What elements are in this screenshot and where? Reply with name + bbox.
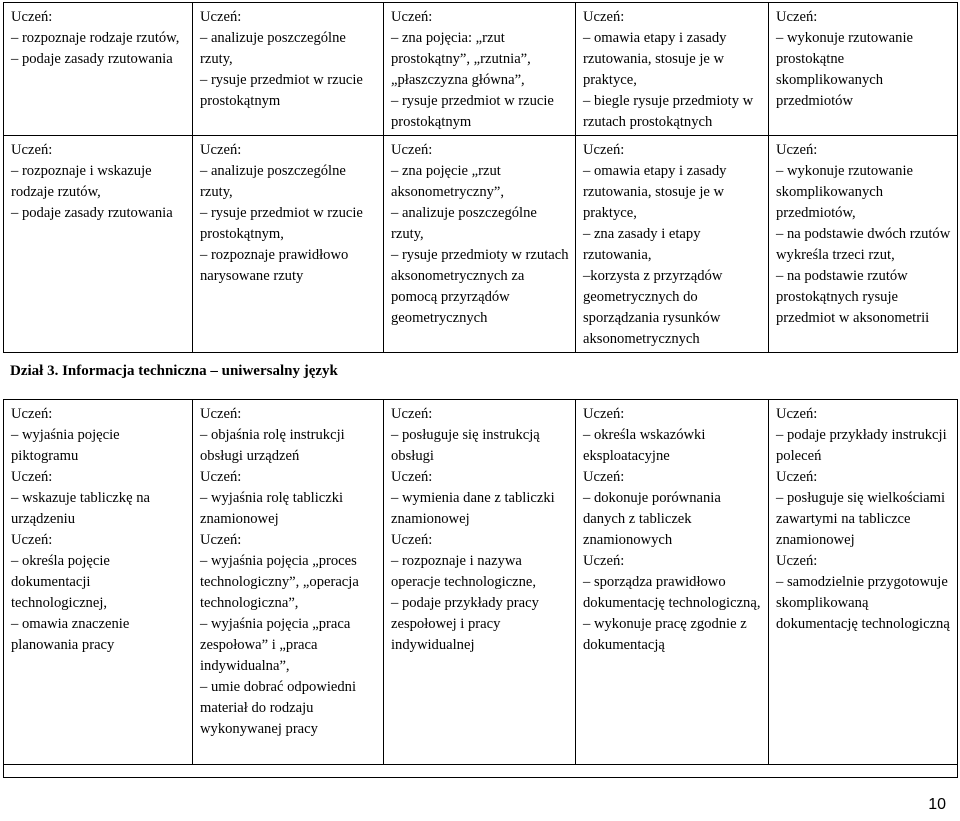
table-cell — [384, 400, 576, 765]
cell-item: – zna pojęcia: „rzut prostokątny”, „rzutnia”, „płaszczyzna główna”, — [391, 30, 531, 88]
cell-heading: Uczeń: — [391, 142, 433, 158]
table-row — [4, 3, 958, 136]
cell-item: – wykonuje rzutowanie skomplikowanych przedmiotów, — [776, 163, 913, 221]
cell-item: – objaśnia rolę instrukcji obsługi urządzeń — [200, 427, 345, 464]
cell-item: –korzysta z przyrządów geometrycznych do sporządzania rysunków aksonometrycznych — [583, 268, 723, 347]
cell-item: – wskazuje tabliczkę na urządzeniu — [11, 490, 150, 527]
cell-heading: Uczeń: — [200, 532, 242, 548]
table-cell — [576, 136, 769, 353]
cell-item: – podaje przykłady pracy zespołowej i pracy indywidualnej — [391, 595, 539, 653]
requirements-table-informacja — [3, 399, 958, 778]
cell-heading: Uczeń: — [583, 469, 625, 485]
table-cell — [576, 400, 769, 765]
cell-item: – wyjaśnia rolę tabliczki znamionowej — [200, 490, 344, 527]
cell-item: – wyjaśnia pojęcie piktogramu — [11, 427, 120, 464]
cell-item: – analizuje poszczególne rzuty, — [391, 205, 537, 242]
table-cell — [4, 400, 193, 765]
cell-item: – wyjaśnia pojęcia „proces technologiczny”, „operacja technologiczna”, — [200, 553, 359, 611]
table-cell — [4, 3, 193, 136]
cell-item: – analizuje poszczególne rzuty, — [200, 30, 346, 67]
cell-item: – rysuje przedmiot w rzucie prostokątnym — [391, 93, 554, 130]
cell-heading: Uczeń: — [583, 9, 625, 25]
cell-item: – samodzielnie przygotowuje skomplikowaną dokumentację technologiczną — [776, 574, 950, 632]
cell-item: – wymienia dane z tabliczki znamionowej — [391, 490, 555, 527]
page-number: 10 — [928, 796, 946, 813]
requirements-table-rzuty — [3, 2, 958, 353]
cell-item: – dokonuje porównania danych z tabliczek znamionowych — [583, 490, 721, 548]
cell-heading: Uczeń: — [776, 553, 818, 569]
table-row-empty — [4, 765, 958, 778]
cell-heading: Uczeń: — [776, 469, 818, 485]
cell-heading: Uczeń: — [583, 406, 625, 422]
cell-item: – wykonuje pracę zgodnie z dokumentacją — [583, 616, 747, 653]
cell-item: – posługuje się instrukcją obsługi — [391, 427, 540, 464]
cell-heading: Uczeń: — [776, 406, 818, 422]
cell-item: – omawia znaczenie planowania pracy — [11, 616, 130, 653]
cell-heading: Uczeń: — [11, 406, 53, 422]
cell-item: – określa pojęcie dokumentacji technologicznej, — [11, 553, 110, 611]
table-cell — [769, 400, 958, 765]
cell-heading: Uczeń: — [583, 553, 625, 569]
cell-item: – podaje zasady rzutowania — [11, 51, 173, 67]
cell-item: – biegle rysuje przedmioty w rzutach prostokątnych — [583, 93, 754, 130]
cell-item: – rozpoznaje prawidłowo narysowane rzuty — [200, 247, 349, 284]
cell-item: – określa wskazówki eksploatacyjne — [583, 427, 706, 464]
cell-heading: Uczeń: — [200, 142, 242, 158]
cell-item: – na podstawie rzutów prostokątnych rysuje przedmiot w aksonometrii — [776, 268, 930, 326]
cell-item: – umie dobrać odpowiedni materiał do rodzaju wykonywanej pracy — [200, 679, 357, 737]
cell-heading: Uczeń: — [11, 532, 53, 548]
table-cell — [193, 400, 384, 765]
cell-heading: Uczeń: — [391, 406, 433, 422]
cell-item: – omawia etapy i zasady rzutowania, stosuje je w praktyce, — [583, 30, 727, 88]
cell-item: – wyjaśnia pojęcia „praca zespołowa” i „praca indywidualna”, — [200, 616, 351, 674]
cell-item: – rozpoznaje i wskazuje rodzaje rzutów, — [11, 163, 152, 200]
cell-heading: Uczeń: — [11, 9, 53, 25]
table-cell-empty — [4, 765, 958, 778]
cell-heading: Uczeń: — [391, 469, 433, 485]
section-title: Dział 3. Informacja techniczna – uniwersalny język — [10, 363, 338, 379]
table-cell — [193, 3, 384, 136]
cell-heading: Uczeń: — [391, 9, 433, 25]
cell-heading: Uczeń: — [391, 532, 433, 548]
table-row — [4, 400, 958, 765]
cell-heading: Uczeń: — [11, 469, 53, 485]
cell-item: – sporządza prawidłowo dokumentację technologiczną, — [583, 574, 761, 611]
cell-item: – rysuje przedmiot w rzucie prostokątnym, — [200, 205, 363, 242]
table-cell — [4, 136, 193, 353]
cell-item: – omawia etapy i zasady rzutowania, stosuje je w praktyce, — [583, 163, 727, 221]
table-cell — [384, 136, 576, 353]
table-cell — [576, 3, 769, 136]
cell-heading: Uczeń: — [776, 142, 818, 158]
cell-item: – wykonuje rzutowanie prostokątne skomplikowanych przedmiotów — [776, 30, 913, 109]
cell-heading: Uczeń: — [583, 142, 625, 158]
table-row — [4, 136, 958, 353]
cell-heading: Uczeń: — [200, 406, 242, 422]
cell-item: – posługuje się wielkościami zawartymi na tabliczce znamionowej — [776, 490, 946, 548]
table-cell — [384, 3, 576, 136]
cell-heading: Uczeń: — [200, 9, 242, 25]
cell-heading: Uczeń: — [200, 469, 242, 485]
cell-item: – zna zasady i etapy rzutowania, — [583, 226, 701, 263]
cell-item: – na podstawie dwóch rzutów wykreśla trzeci rzut, — [776, 226, 951, 263]
cell-item: – rozpoznaje i nazywa operacje technologiczne, — [391, 553, 537, 590]
cell-item: – rysuje przedmiot w rzucie prostokątnym — [200, 72, 363, 109]
table-cell — [769, 136, 958, 353]
cell-item: – podaje zasady rzutowania — [11, 205, 173, 221]
table-cell — [769, 3, 958, 136]
cell-item: – rysuje przedmioty w rzutach aksonometrycznych za pomocą przyrządów geometrycznych — [391, 247, 569, 326]
table-cell — [193, 136, 384, 353]
cell-item: – zna pojęcie „rzut aksonometryczny”, — [391, 163, 505, 200]
cell-item: – rozpoznaje rodzaje rzutów, — [11, 30, 180, 46]
cell-heading: Uczeń: — [776, 9, 818, 25]
cell-item: – podaje przykłady instrukcji poleceń — [776, 427, 947, 464]
cell-heading: Uczeń: — [11, 142, 53, 158]
cell-item: – analizuje poszczególne rzuty, — [200, 163, 346, 200]
